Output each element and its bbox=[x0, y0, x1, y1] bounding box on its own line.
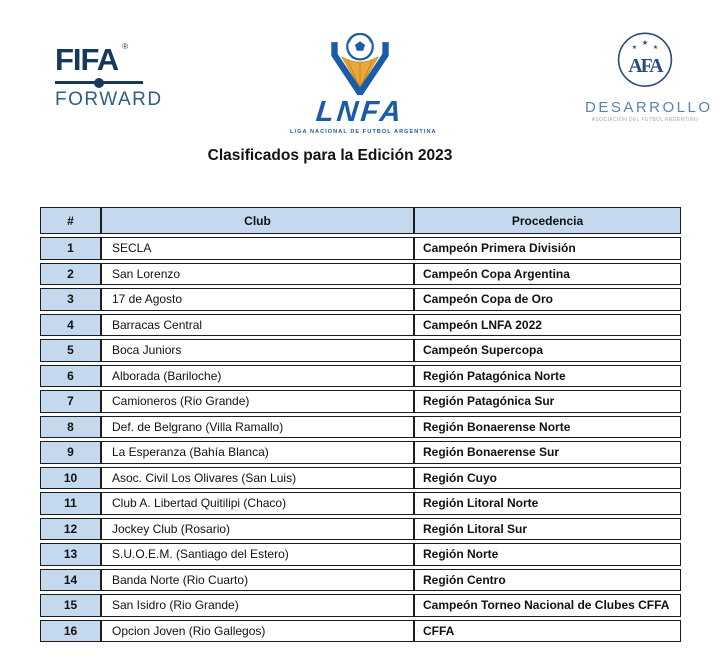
row-procedencia: Campeón Copa de Oro bbox=[414, 288, 681, 311]
row-procedencia: Región Litoral Norte bbox=[414, 492, 681, 515]
row-procedencia: CFFA bbox=[414, 620, 681, 643]
table-row bbox=[40, 518, 681, 541]
table-row bbox=[40, 288, 681, 311]
fifa-divider-line bbox=[55, 81, 143, 84]
row-number: 12 bbox=[40, 518, 101, 541]
row-club: Banda Norte (Rio Cuarto) bbox=[101, 569, 414, 592]
afa-monogram: AFA bbox=[628, 55, 662, 78]
clasificados-table bbox=[40, 204, 681, 645]
row-number: 6 bbox=[40, 365, 101, 388]
row-number: 8 bbox=[40, 416, 101, 439]
row-club: La Esperanza (Bahía Blanca) bbox=[101, 441, 414, 464]
row-club: SECLA bbox=[101, 237, 414, 260]
table-header-row bbox=[40, 207, 681, 234]
row-procedencia: Región Patagónica Sur bbox=[414, 390, 681, 413]
row-club: Def. de Belgrano (Villa Ramallo) bbox=[101, 416, 414, 439]
row-club: Opcion Joven (Rio Gallegos) bbox=[101, 620, 414, 643]
table-row bbox=[40, 365, 681, 388]
table-row bbox=[40, 594, 681, 617]
table-row bbox=[40, 441, 681, 464]
row-club: S.U.O.E.M. (Santiago del Estero) bbox=[101, 543, 414, 566]
row-number: 1 bbox=[40, 237, 101, 260]
lnfa-wordmark: LNFA bbox=[314, 96, 406, 128]
afa-subtitle-text: ASOCIACIÓN DEL FUTBOL ARGENTINO bbox=[591, 117, 699, 123]
row-procedencia: Campeón Copa Argentina bbox=[414, 263, 681, 286]
row-procedencia: Campeón Torneo Nacional de Clubes CFFA bbox=[414, 594, 681, 617]
afa-star-icon: ★ bbox=[641, 38, 649, 48]
table-row bbox=[40, 263, 681, 286]
row-number: 13 bbox=[40, 543, 101, 566]
table-row bbox=[40, 492, 681, 515]
row-number: 3 bbox=[40, 288, 101, 311]
column-header-procedencia: Procedencia bbox=[414, 207, 681, 234]
table-row bbox=[40, 314, 681, 337]
page-title: Clasificados para la Edición 2023 bbox=[207, 147, 453, 164]
row-number: 2 bbox=[40, 263, 101, 286]
row-number: 14 bbox=[40, 569, 101, 592]
row-procedencia: Región Bonaerense Norte bbox=[414, 416, 681, 439]
row-number: 4 bbox=[40, 314, 101, 337]
fifa-wordmark-text: FIFA bbox=[55, 42, 119, 77]
row-procedencia: Región Cuyo bbox=[414, 467, 681, 490]
row-number: 10 bbox=[40, 467, 101, 490]
registered-trademark-icon: ® bbox=[122, 42, 128, 51]
row-procedencia: Región Bonaerense Sur bbox=[414, 441, 681, 464]
table-body bbox=[40, 237, 681, 642]
afa-star-icon: ★ bbox=[631, 45, 638, 52]
table-row bbox=[40, 339, 681, 362]
row-procedencia: Región Norte bbox=[414, 543, 681, 566]
afa-desarrollo-logo bbox=[585, 30, 713, 123]
row-number: 15 bbox=[40, 594, 101, 617]
row-club: Boca Juniors bbox=[101, 339, 414, 362]
table-row bbox=[40, 569, 681, 592]
table-row bbox=[40, 416, 681, 439]
row-club: Alborada (Bariloche) bbox=[101, 365, 414, 388]
table-row bbox=[40, 620, 681, 643]
afa-desarrollo-text: DESARROLLO bbox=[585, 99, 713, 116]
table-row bbox=[40, 467, 681, 490]
fifa-forward-logo bbox=[55, 44, 165, 111]
row-club: Barracas Central bbox=[101, 314, 414, 337]
row-number: 11 bbox=[40, 492, 101, 515]
row-number: 7 bbox=[40, 390, 101, 413]
row-number: 16 bbox=[40, 620, 101, 643]
row-club: Club A. Libertad Quitilipi (Chaco) bbox=[101, 492, 414, 515]
row-procedencia: Campeón Primera División bbox=[414, 237, 681, 260]
row-club: Jockey Club (Rosario) bbox=[101, 518, 414, 541]
row-club: 17 de Agosto bbox=[101, 288, 414, 311]
row-club: San Lorenzo bbox=[101, 263, 414, 286]
row-procedencia: Región Patagónica Norte bbox=[414, 365, 681, 388]
row-number: 5 bbox=[40, 339, 101, 362]
row-club: Camioneros (Rio Grande) bbox=[101, 390, 414, 413]
column-header-club: Club bbox=[101, 207, 414, 234]
afa-star-icon: ★ bbox=[652, 45, 659, 52]
row-club: Asoc. Civil Los Olivares (San Luis) bbox=[101, 467, 414, 490]
afa-crest-icon bbox=[612, 30, 678, 92]
fifa-forward-text: FORWARD bbox=[55, 89, 163, 110]
column-header-number: # bbox=[40, 207, 101, 234]
row-number: 9 bbox=[40, 441, 101, 464]
row-procedencia: Campeón LNFA 2022 bbox=[414, 314, 681, 337]
row-procedencia: Campeón Supercopa bbox=[414, 339, 681, 362]
lnfa-tagline: LIGA NACIONAL DE FUTBOL ARGENTINA bbox=[290, 129, 437, 135]
lnfa-logo bbox=[290, 33, 437, 135]
fifa-dot-icon bbox=[94, 78, 104, 88]
row-procedencia: Región Centro bbox=[414, 569, 681, 592]
row-procedencia: Región Litoral Sur bbox=[414, 518, 681, 541]
lnfa-shield-icon bbox=[290, 33, 430, 95]
table-row bbox=[40, 390, 681, 413]
table-row bbox=[40, 237, 681, 260]
fifa-wordmark bbox=[55, 42, 128, 77]
row-club: San Isidro (Rio Grande) bbox=[101, 594, 414, 617]
table-row bbox=[40, 543, 681, 566]
